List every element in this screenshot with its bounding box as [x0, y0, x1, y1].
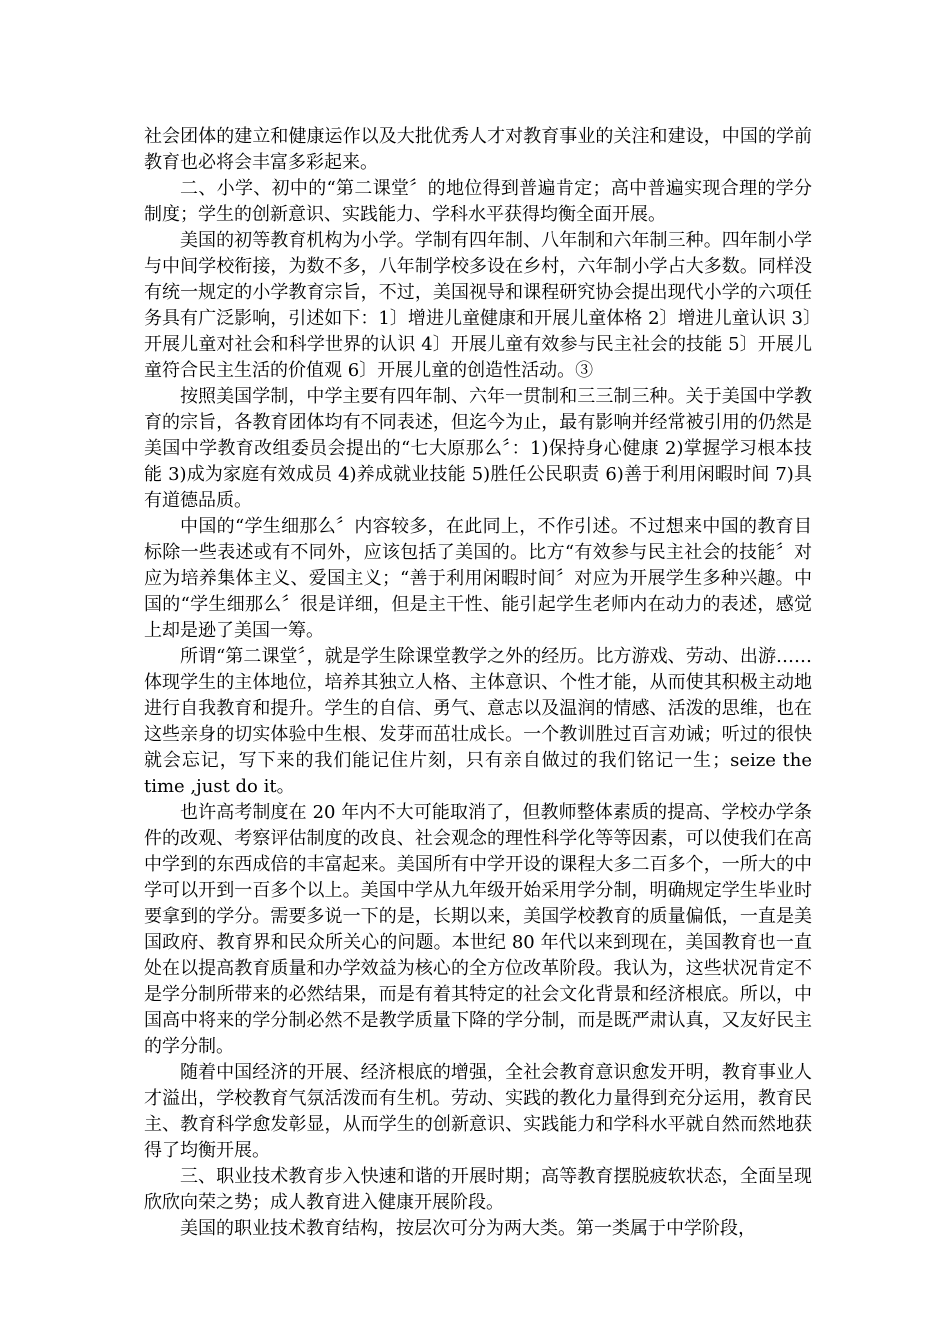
paragraph-section-two-heading: 二、小学、初中的“第二课堂〞的地位得到普遍肯定；高中普遍实现合理的学分制度；学生的创新意识、实践能力、学科水平获得均衡全面开展。	[144, 178, 812, 225]
paragraph-us-vocational-education: 美国的职业技术教育结构，按层次可分为两大类。第一类属于中学阶段，	[180, 1218, 756, 1239]
paragraph-second-classroom: 所谓“第二课堂〞，就是学生除课堂教学之外的经历。比方游戏、劳动、出游……体现学生的主体地位，培养其独立人格、主体意识、个性才能，从而使其积极主动地进行自我教育和提升。学生的自信、勇气、意志以及温润的情感、活泼的思维，也在这些亲身的切实体验中生根、发芽而茁壮成长。一个教训胜过百言劝诫；听过的很快就会忘记，写下来的我们能记住片刻，只有亲自做过的我们铭记一生；seize the time ,just do it。	[144, 646, 812, 797]
paragraph-preschool-conclusion: 社会团体的建立和健康运作以及大批优秀人才对教育事业的关注和建设，中国的学前教育也必将会丰富多彩起来。	[144, 126, 812, 173]
paragraph-us-secondary-education: 按照美国学制，中学主要有四年制、六年一贯制和三三制三种。关于美国中学教育的宗旨，各教育团体均有不同表述，但迄今为止，最有影响并经常被引用的仍然是美国中学教育改组委员会提出的“七大原那么〞：1)保持身心健康 2)掌握学习根本技能 3)成为家庭有效成员 4)养成就业技能 5)胜任公民职责 6)善于利用闲暇时间 7)具有道德品质。	[144, 386, 812, 511]
paragraph-china-student-rules: 中国的“学生细那么〞内容较多，在此同上，不作引述。不过想来中国的教育目标除一些表述或有不同外，应该包括了美国的。比方“有效参与民主社会的技能〞对应为培养集体主义、爱国主义；“善于利用闲暇时间〞对应为开展学生多种兴趣。中国的“学生细那么〞很是详细，但是主干性、能引起学生老师内在动力的表述，感觉上却是逊了美国一筹。	[144, 516, 812, 641]
paragraph-credit-system: 也许高考制度在 20 年内不大可能取消了，但教师整体素质的提高、学校办学条件的改观、考察评估制度的改良、社会观念的理性科学化等等因素，可以使我们在高中学到的东西成倍的丰富起来。美国所有中学开设的课程大多二百多个，一所大的中学可以开到一百多个以上。美国中学从九年级开始采用学分制，明确规定学生毕业时要拿到的学分。需要多说一下的是，长期以来，美国学校教育的质量偏低，一直是美国政府、教育界和民众所关心的问题。本世纪 80 年代以来到现在，美国教育也一直处在以提高教育质量和办学效益为核心的全方位改革阶段。我认为，这些状况肯定不是学分制所带来的必然结果，而是有着其特定的社会文化背景和经济根底。所以，中国高中将来的学分制必然不是教学质量下降的学分制，而是既严肃认真，又友好民主的学分制。	[144, 802, 812, 1057]
paragraph-section-three-heading: 三、职业技术教育步入快速和谐的开展时期；高等教育摆脱疲软状态，全面呈现欣欣向荣之势；成人教育进入健康开展阶段。	[144, 1166, 812, 1213]
paragraph-us-primary-education: 美国的初等教育机构为小学。学制有四年制、八年制和六年制三种。四年制小学与中间学校衔接，为数不多，八年制学校多设在乡村，六年制小学占大多数。同样没有统一规定的小学教育宗旨，不过，美国视导和课程研究协会提出现代小学的六项任务具有广泛影响，引述如下：1〕增进儿童健康和开展儿童体格 2〕增进儿童认识 3〕开展儿童对社会和科学世界的认识 4〕开展儿童有效参与民主社会的技能 5〕开展儿童符合民主生活的价值观 6〕开展儿童的创造性活动。③	[144, 230, 812, 381]
document-page	[144, 124, 812, 1242]
paragraph-economic-development: 随着中国经济的开展、经济根底的增强，全社会教育意识愈发开明，教育事业人才溢出，学校教育气氛活泼而有生机。劳动、实践的教化力量得到充分运用，教育民主、教育科学愈发彰显，从而学生的创新意识、实践能力和学科水平就自然而然地获得了均衡开展。	[144, 1062, 812, 1161]
